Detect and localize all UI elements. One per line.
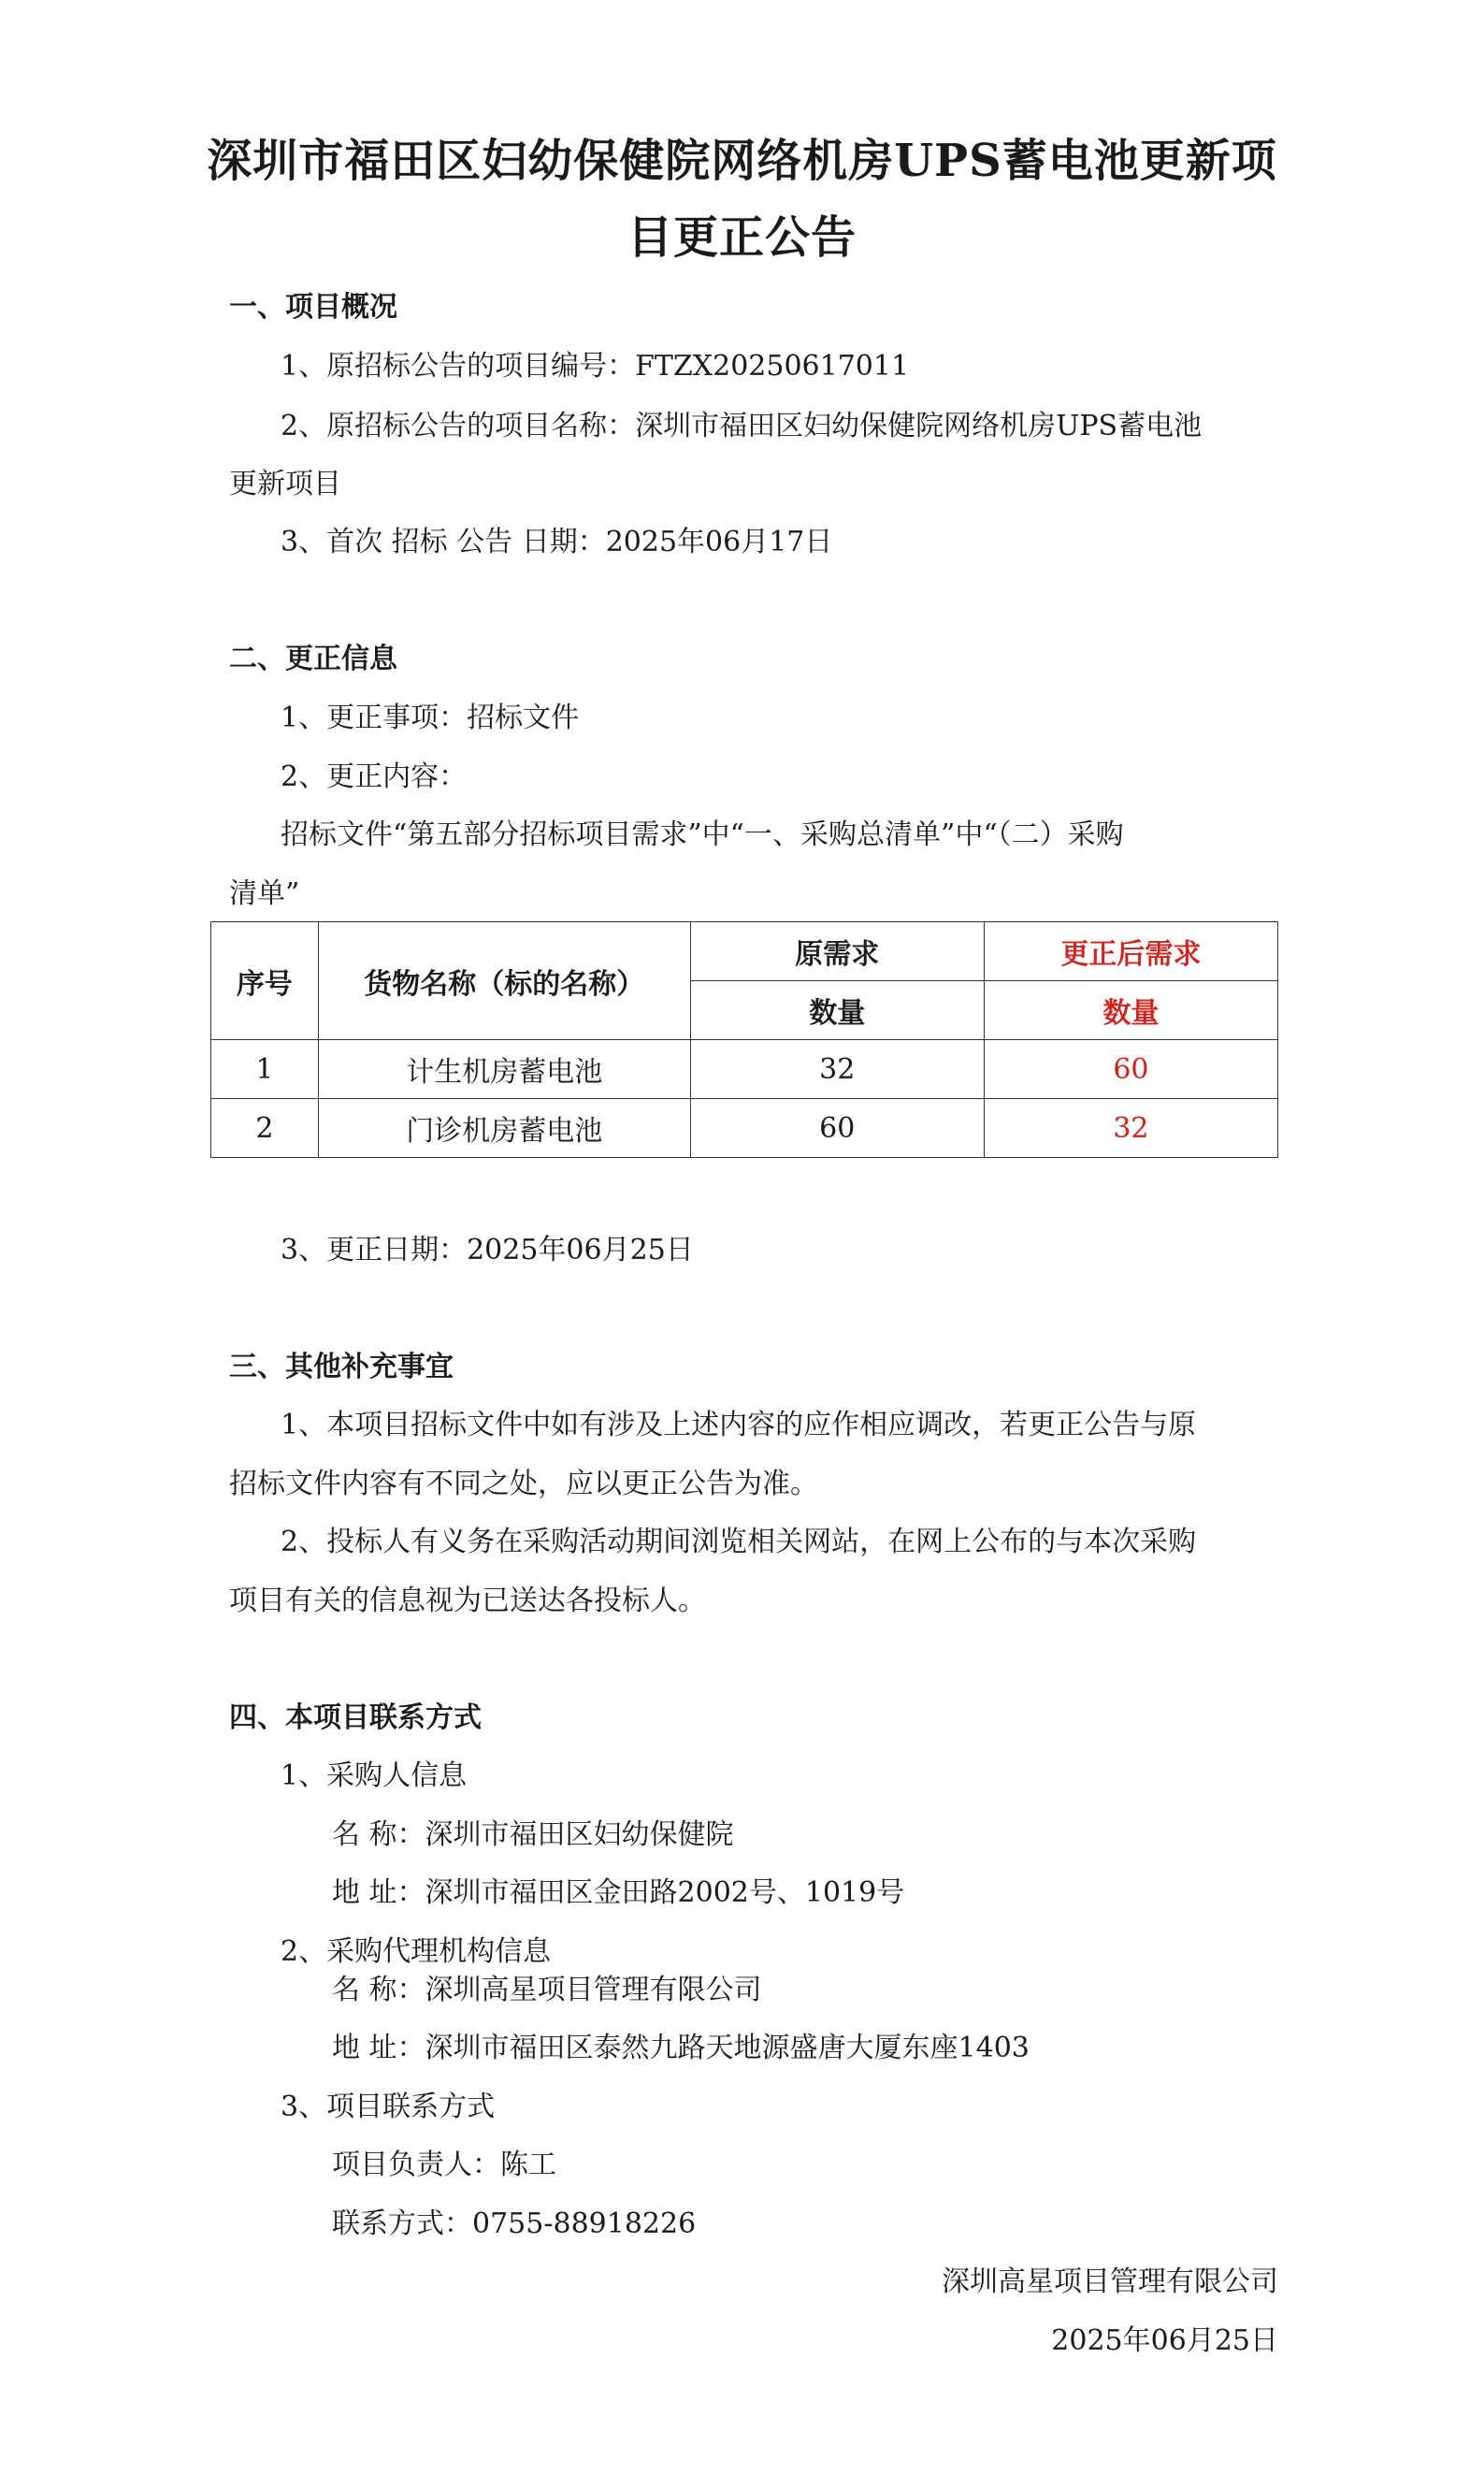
supplement2-line2: 项目有关的信息视为已送达各投标人。 (229, 1585, 706, 1617)
cell-name: 门诊机房蓄电池 (318, 1099, 690, 1158)
section1-heading: 一、项目概况 (229, 291, 397, 324)
subheader-corrected-qty: 数量 (984, 981, 1277, 1040)
correction-table (210, 921, 1278, 1158)
col-header-corrected: 更正后需求 (984, 922, 1277, 981)
section2-heading: 二、更正信息 (229, 643, 397, 675)
project-name-line2: 更新项目 (229, 468, 341, 500)
agent-name: 名 称：深圳高星项目管理有限公司 (332, 1974, 762, 2006)
cell-corrected-qty: 32 (984, 1099, 1277, 1158)
agent-address: 地 址：深圳市福田区泰然九路天地源盛唐大厦东座1403 (332, 2032, 1030, 2064)
footer-company: 深圳高星项目管理有限公司 (942, 2265, 1278, 2298)
buyer-name: 名 称：深圳市福田区妇幼保健院 (332, 1818, 734, 1851)
contact-phone: 联系方式：0755-88918226 (332, 2207, 697, 2240)
col-header-no: 序号 (211, 922, 319, 1040)
buyer-heading: 1、采购人信息 (281, 1759, 468, 1792)
supplement2-line1: 2、投标人有义务在采购活动期间浏览相关网站，在网上公布的与本次采购 (281, 1526, 1197, 1558)
footer-date: 2025年06月25日 (1051, 2324, 1278, 2357)
section4-heading: 四、本项目联系方式 (229, 1701, 482, 1734)
contact-heading: 3、项目联系方式 (281, 2091, 496, 2123)
cell-corrected-qty: 60 (984, 1040, 1277, 1099)
cell-no: 1 (211, 1040, 319, 1099)
cell-no: 2 (211, 1099, 319, 1158)
table-row (211, 1099, 1278, 1158)
correction-content-label: 2、更正内容： (281, 760, 468, 793)
cell-original-qty: 32 (690, 1040, 984, 1099)
doc-title-line2: 目更正公告 (627, 211, 857, 264)
correction-date: 3、更正日期：2025年06月25日 (281, 1234, 694, 1266)
contact-person: 项目负责人：陈工 (332, 2149, 556, 2181)
buyer-address: 地 址：深圳市福田区金田路2002号、1019号 (332, 1876, 905, 1909)
section3-heading: 三、其他补充事宜 (229, 1351, 454, 1383)
project-number: 1、原招标公告的项目编号：FTZX20250617011 (281, 350, 910, 383)
col-header-original: 原需求 (690, 922, 984, 981)
doc-title-line1: 深圳市福田区妇幼保健院网络机房UPS蓄电池更新项 (207, 135, 1277, 187)
cell-name: 计生机房蓄电池 (318, 1040, 690, 1099)
supplement1-line1: 1、本项目招标文件中如有涉及上述内容的应作相应调改，若更正公告与原 (281, 1409, 1197, 1441)
cell-original-qty: 60 (690, 1099, 984, 1158)
table-row (211, 1040, 1278, 1099)
correction-content-line1: 招标文件“第五部分招标项目需求”中“一、采购总清单”中“（二）采购 (281, 818, 1124, 851)
subheader-original-qty: 数量 (690, 981, 984, 1040)
correction-content-line2: 清单” (229, 877, 300, 910)
project-name-line1: 2、原招标公告的项目名称：深圳市福田区妇幼保健院网络机房UPS蓄电池 (281, 410, 1203, 442)
first-announce-date: 3、首次 招标 公告 日期：2025年06月17日 (281, 526, 833, 558)
correction-item: 1、更正事项：招标文件 (281, 702, 580, 734)
supplement1-line2: 招标文件内容有不同之处，应以更正公告为准。 (229, 1468, 818, 1500)
agent-heading: 2、采购代理机构信息 (281, 1935, 552, 1968)
col-header-name: 货物名称（标的名称） (318, 922, 690, 1040)
